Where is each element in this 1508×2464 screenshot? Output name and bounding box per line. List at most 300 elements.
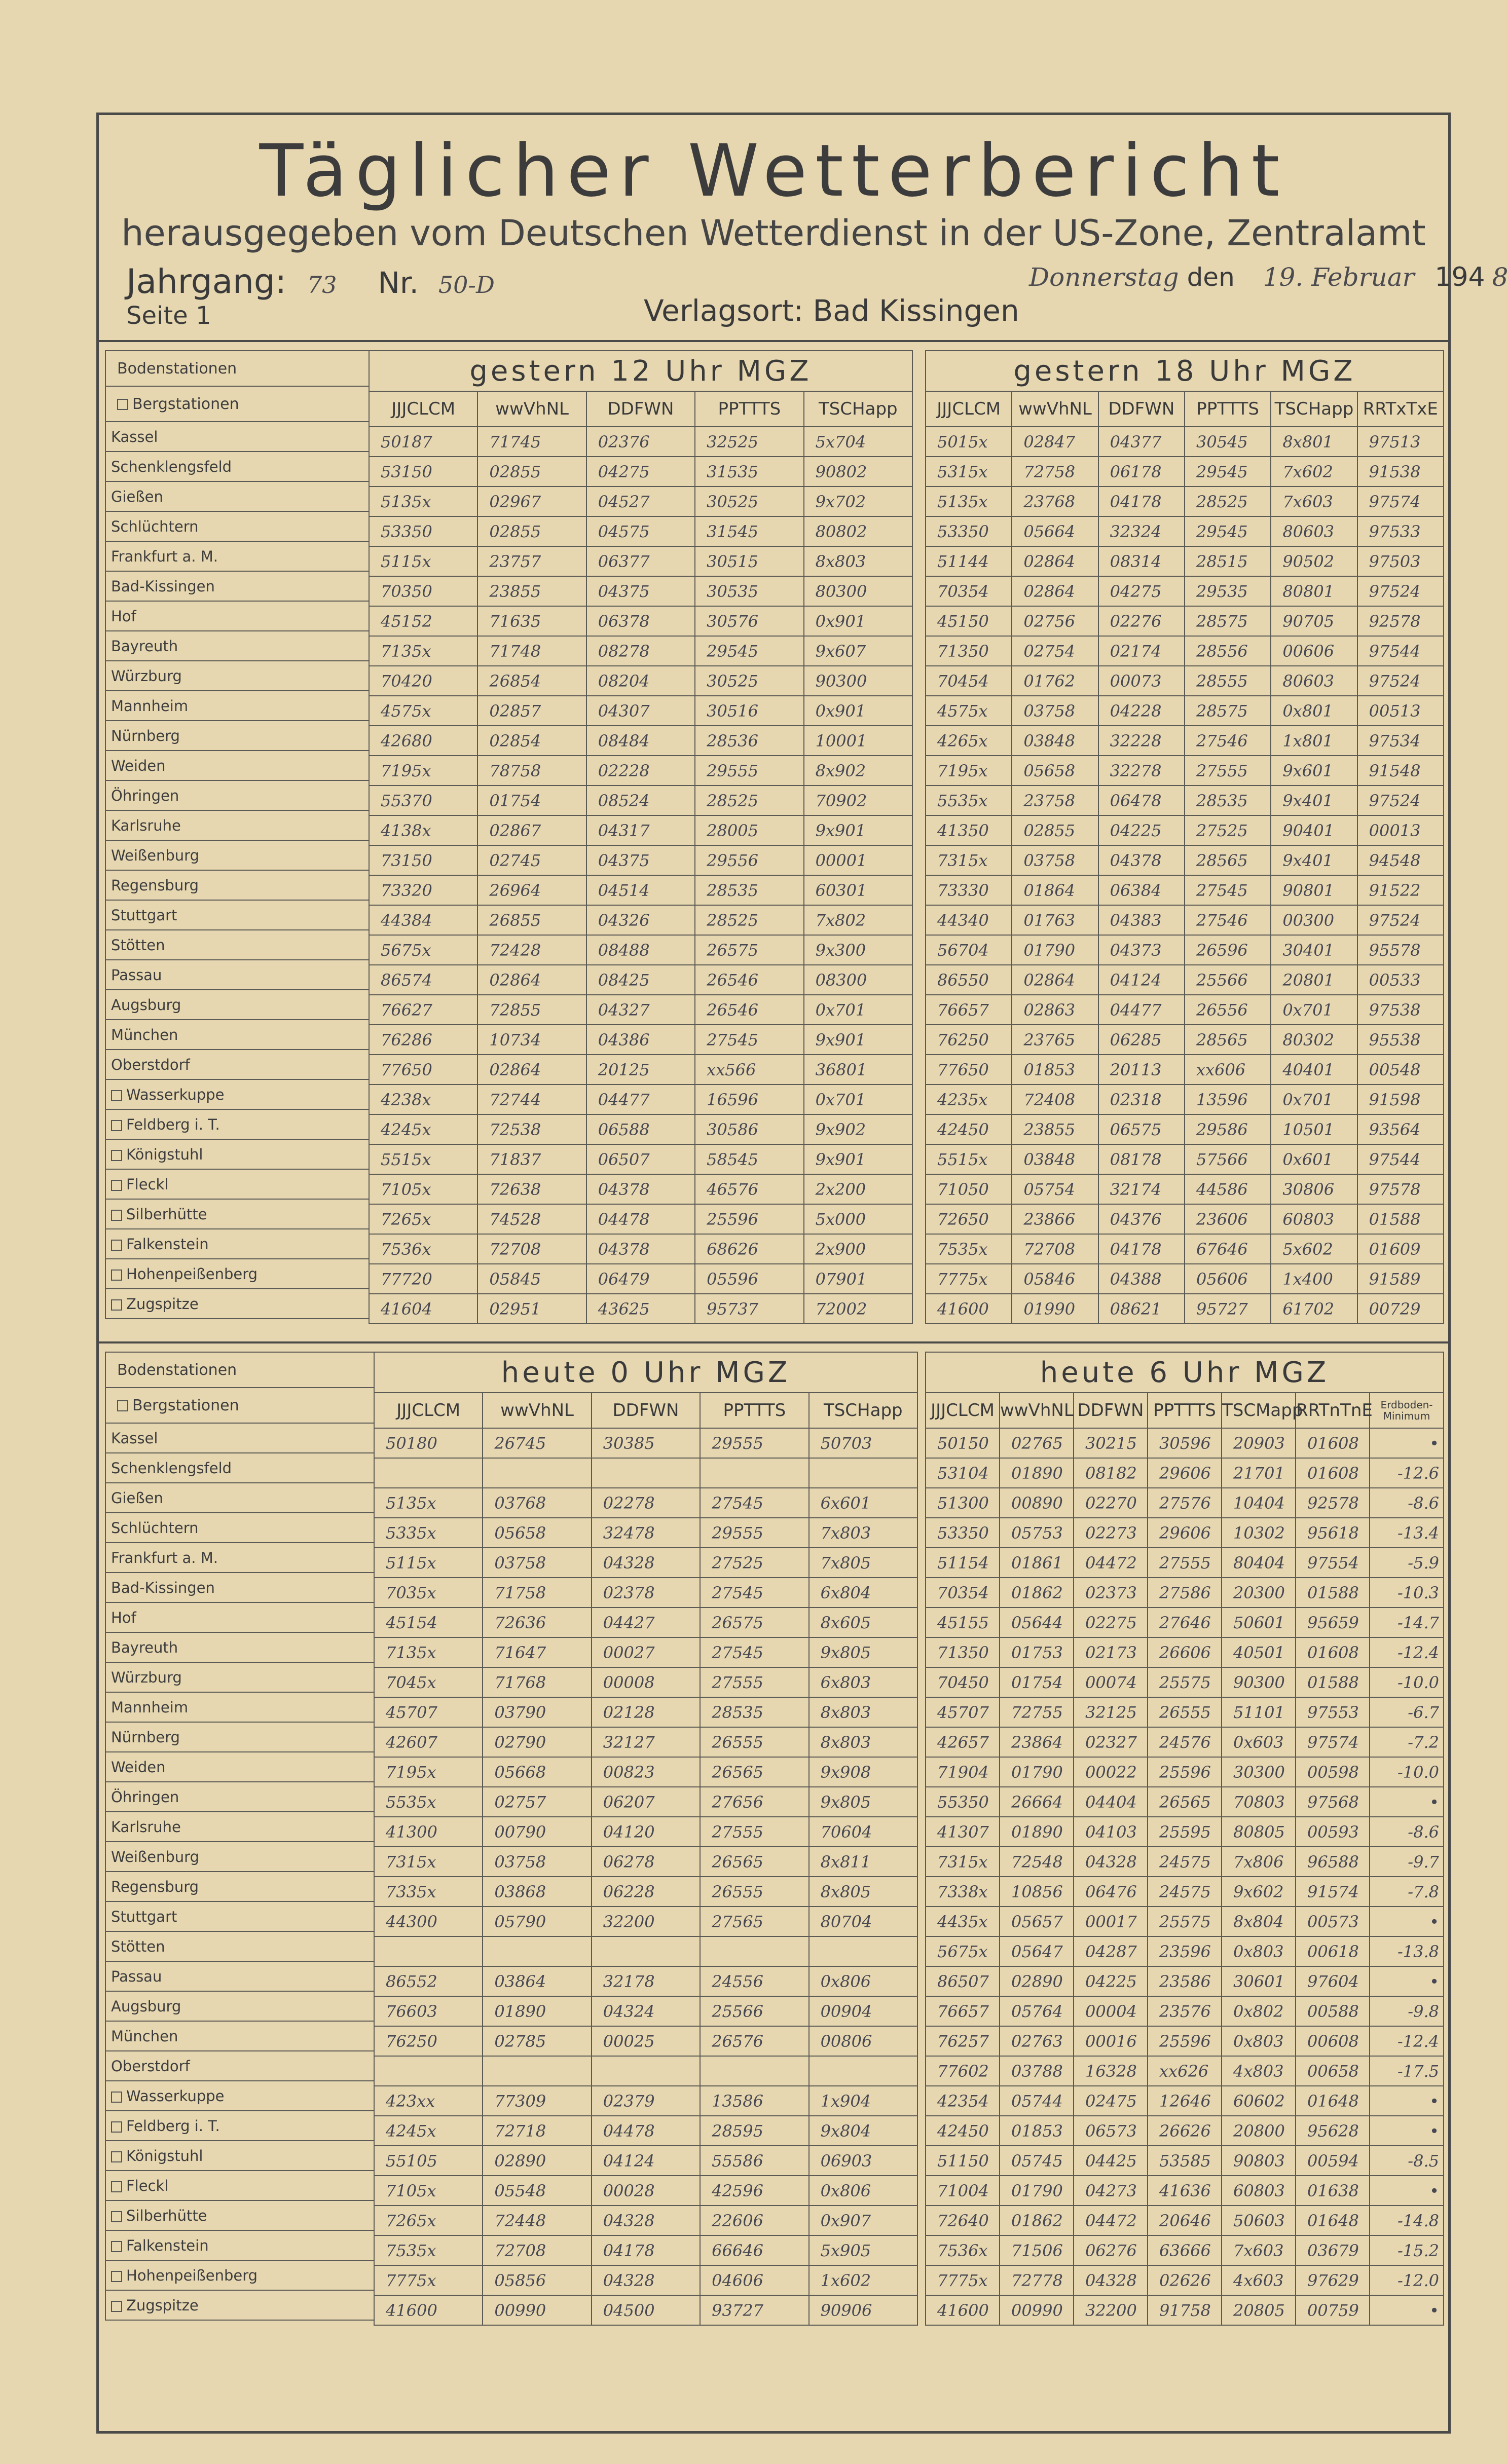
mountain-station-marker-icon: [111, 2301, 122, 2312]
data-cell: 27565: [700, 1907, 808, 1936]
data-cell: 7x602: [1271, 457, 1357, 487]
data-cell: 02275: [1074, 1608, 1148, 1637]
data-cell: 03848: [1012, 726, 1098, 756]
data-cell: 72778: [1000, 2265, 1074, 2295]
data-cell: 0x603: [1222, 1727, 1296, 1757]
data-cell: 70902: [804, 786, 912, 815]
data-cell: 06479: [586, 1264, 695, 1294]
data-cell: xx626: [1148, 2056, 1222, 2086]
data-cell: 9x607: [804, 636, 912, 666]
table-row: [926, 1085, 1444, 1114]
data-cell: 27545: [1185, 875, 1271, 905]
table-row: [369, 786, 912, 815]
date-value: 19. Februar: [1263, 263, 1415, 292]
data-cell: 41350: [926, 815, 1012, 845]
data-cell: 23758: [1012, 786, 1098, 815]
data-cell: 29545: [1185, 516, 1271, 546]
station-name-label: Feldberg i. T.: [126, 1115, 220, 1133]
data-cell: 72408: [1012, 1085, 1098, 1114]
data-cell: 95538: [1357, 1025, 1444, 1055]
data-cell: [374, 2056, 483, 2086]
legend-bodenstationen: Bodenstationen: [105, 1352, 374, 1388]
data-cell: 7x603: [1222, 2235, 1296, 2265]
report-subtitle: herausgegeben vom Deutschen Wetterdienst in der US-Zone, Zentralamt: [121, 212, 1426, 254]
data-cell: 71506: [1000, 2235, 1074, 2265]
data-cell: 02276: [1098, 606, 1185, 636]
data-cell: 27525: [700, 1548, 808, 1578]
data-cell: 423xx: [374, 2086, 483, 2116]
data-cell: 08178: [1098, 1144, 1185, 1174]
table-row: [926, 845, 1444, 875]
data-cell: 00028: [592, 2176, 700, 2206]
data-cell: 30385: [592, 1428, 700, 1458]
data-cell: 71004: [926, 2176, 1000, 2206]
station-name-label: Stuttgart: [111, 906, 177, 924]
data-cell: 72708: [483, 2235, 591, 2265]
station-row: [105, 422, 369, 452]
station-row: [105, 780, 369, 810]
data-cell: -7.2: [1370, 1727, 1444, 1757]
data-cell: 44300: [374, 1907, 483, 1936]
station-name-label: Regensburg: [111, 1878, 199, 1895]
data-cell: 9x804: [809, 2116, 917, 2146]
data-cell: -14.8: [1370, 2206, 1444, 2235]
station-name-label: Fleckl: [126, 2177, 169, 2194]
data-cell: 00300: [1271, 905, 1357, 935]
data-cell: 29606: [1148, 1518, 1222, 1548]
station-row: [105, 751, 369, 780]
data-cell: 00074: [1074, 1667, 1148, 1697]
data-cell: 72636: [483, 1608, 591, 1637]
data-cell: 04478: [586, 1204, 695, 1234]
data-cell: 63666: [1148, 2235, 1222, 2265]
data-cell: 27555: [700, 1817, 808, 1847]
data-cell: 26576: [700, 2026, 808, 2056]
table-row: [926, 786, 1444, 815]
data-cell: 0x901: [804, 606, 912, 636]
data-cell: 71758: [483, 1578, 591, 1608]
data-cell: 24556: [700, 1966, 808, 1996]
station-row: [105, 1513, 374, 1543]
data-cell: [809, 1936, 917, 1966]
data-cell: 90300: [1222, 1667, 1296, 1697]
data-cell: 27525: [1185, 815, 1271, 845]
station-name-label: Bayreuth: [111, 1638, 178, 1656]
data-cell: 00588: [1296, 1996, 1370, 2026]
data-cell: 97554: [1296, 1548, 1370, 1578]
data-cell: 01608: [1296, 1458, 1370, 1488]
station-row: [105, 1782, 374, 1812]
table-row: [369, 1085, 912, 1114]
data-cell: 80603: [1271, 666, 1357, 696]
station-name-label: Falkenstein: [126, 1235, 209, 1253]
data-cell: 25575: [1148, 1907, 1222, 1936]
data-cell: -13.8: [1370, 1936, 1444, 1966]
station-name: [105, 930, 369, 960]
data-cell: 00658: [1296, 2056, 1370, 2086]
data-cell: 91758: [1148, 2295, 1222, 2325]
station-name-label: Passau: [111, 1967, 162, 1985]
data-cell: 05658: [483, 1518, 591, 1548]
data-cell: 04383: [1098, 905, 1185, 935]
data-cell: 02967: [477, 487, 586, 516]
table-row: [926, 756, 1444, 786]
station-row: [105, 721, 369, 751]
data-cell: 8x803: [804, 546, 912, 576]
station-name: [105, 1513, 374, 1543]
station-name: [105, 990, 369, 1020]
data-cell: 71745: [477, 427, 586, 457]
station-name: [105, 1931, 374, 1961]
station-name-label: Würzburg: [111, 1668, 182, 1686]
data-cell: 50150: [926, 1428, 1000, 1458]
data-cell: 00548: [1357, 1055, 1444, 1085]
data-cell: -8.6: [1370, 1817, 1444, 1847]
data-cell: 97578: [1357, 1174, 1444, 1204]
data-cell: •: [1370, 1787, 1444, 1817]
data-cell: 26555: [700, 1877, 808, 1907]
station-name: [105, 2290, 374, 2320]
data-cell: 02864: [477, 965, 586, 995]
data-cell: 90705: [1271, 606, 1357, 636]
station-name-label: Mannheim: [111, 1698, 189, 1716]
station-name: [105, 422, 369, 452]
station-name: [105, 1662, 374, 1692]
data-cell: 02757: [483, 1787, 591, 1817]
data-cell: 0x806: [809, 1966, 917, 1996]
column-header: JJJCLCM: [369, 391, 477, 427]
station-name: [105, 810, 369, 840]
station-name-label: Bad-Kissingen: [111, 577, 215, 595]
data-cell: 9x908: [809, 1757, 917, 1787]
data-cell: 30576: [695, 606, 803, 636]
table-row: [374, 1548, 917, 1578]
data-cell: 4138x: [369, 815, 477, 845]
data-cell: 23757: [477, 546, 586, 576]
data-cell: 04124: [1098, 965, 1185, 995]
data-cell: 00593: [1296, 1817, 1370, 1847]
data-cell: -10.0: [1370, 1757, 1444, 1787]
mountain-station-marker-icon: [117, 1400, 128, 1411]
data-cell: 51154: [926, 1548, 1000, 1578]
station-name: [105, 1259, 369, 1289]
data-cell: 4265x: [926, 726, 1012, 756]
table-row: [926, 2116, 1444, 2146]
station-name: [105, 571, 369, 601]
data-cell: 50601: [1222, 1608, 1296, 1637]
data-cell: 9x805: [809, 1637, 917, 1667]
data-cell: 08488: [586, 935, 695, 965]
table-row: [926, 1204, 1444, 1234]
data-cell: 02378: [592, 1578, 700, 1608]
table-row: [926, 1637, 1444, 1667]
data-cell: 4235x: [926, 1085, 1012, 1114]
table-row: [369, 815, 912, 845]
data-cell: 80801: [1271, 576, 1357, 606]
data-cell: 7536x: [369, 1234, 477, 1264]
data-cell: 05764: [1000, 1996, 1074, 2026]
data-cell: 01754: [1000, 1667, 1074, 1697]
data-cell: 73150: [369, 845, 477, 875]
station-name-label: Weiden: [111, 1758, 166, 1776]
station-name: [105, 1901, 374, 1931]
data-cell: 7035x: [374, 1578, 483, 1608]
column-header: TSCHapp: [804, 391, 912, 427]
station-name: [105, 1842, 374, 1872]
data-cell: 02273: [1074, 1518, 1148, 1548]
table-row: [369, 666, 912, 696]
data-cell: 53350: [926, 516, 1012, 546]
station-name-label: Nürnberg: [111, 1728, 180, 1746]
data-cell: 28525: [1185, 487, 1271, 516]
data-cell: 70604: [809, 1817, 917, 1847]
mountain-station-marker-icon: [111, 2151, 122, 2162]
station-name: [105, 1289, 369, 1319]
data-cell: 0x701: [804, 995, 912, 1025]
data-cell: 02278: [592, 1488, 700, 1518]
station-row: [105, 2171, 374, 2200]
table-row: [926, 1787, 1444, 1817]
data-cell: 00004: [1074, 1996, 1148, 2026]
data-cell: 04477: [1098, 995, 1185, 1025]
data-cell: 24575: [1148, 1847, 1222, 1877]
mountain-station-marker-icon: [111, 1299, 122, 1311]
data-cell: 03758: [1012, 845, 1098, 875]
publication-place: Verlagsort: Bad Kissingen: [644, 293, 1019, 328]
data-cell: 26575: [700, 1608, 808, 1637]
data-cell: •: [1370, 1966, 1444, 1996]
station-row: [105, 1842, 374, 1872]
data-cell: 00013: [1357, 815, 1444, 845]
table-row: [374, 1996, 917, 2026]
station-row: [105, 2111, 374, 2141]
data-cell: 08484: [586, 726, 695, 756]
data-cell: 46576: [695, 1174, 803, 1204]
data-cell: 76657: [926, 995, 1012, 1025]
data-cell: 4575x: [926, 696, 1012, 726]
data-cell: 8x803: [809, 1697, 917, 1727]
table-row: [369, 546, 912, 576]
data-cell: 7536x: [926, 2235, 1000, 2265]
data-cell: 80302: [1271, 1025, 1357, 1055]
data-cell: 30601: [1222, 1966, 1296, 1996]
table-row: [374, 1428, 917, 1458]
data-cell: 01608: [1296, 1428, 1370, 1458]
data-cell: 95618: [1296, 1518, 1370, 1548]
table-row: [926, 1174, 1444, 1204]
data-cell: 02754: [1012, 636, 1098, 666]
data-cell: 24576: [1148, 1727, 1222, 1757]
data-cell: 41636: [1148, 2176, 1222, 2206]
data-cell: 04307: [586, 696, 695, 726]
station-row: [105, 1289, 369, 1319]
data-cell: 25566: [1185, 965, 1271, 995]
data-cell: 02745: [477, 845, 586, 875]
table-row: [369, 965, 912, 995]
data-cell: 02318: [1098, 1085, 1185, 1114]
station-name: [105, 511, 369, 541]
data-cell: 93727: [700, 2295, 808, 2325]
data-cell: 02626: [1148, 2265, 1222, 2295]
data-cell: 72758: [1012, 457, 1098, 487]
data-cell: 03788: [1000, 2056, 1074, 2086]
data-cell: 7195x: [374, 1757, 483, 1787]
station-name-label: Stuttgart: [111, 1908, 177, 1925]
station-row: [105, 1169, 369, 1199]
data-cell: 01853: [1000, 2116, 1074, 2146]
station-name-label: Silberhütte: [126, 1205, 207, 1223]
data-cell: 70354: [926, 576, 1012, 606]
table-row: [374, 1637, 917, 1667]
den-label: den: [1187, 263, 1235, 292]
table-row: [926, 427, 1444, 457]
data-cell: 26606: [1148, 1637, 1222, 1667]
table-row: [926, 2235, 1444, 2265]
station-name: [105, 960, 369, 990]
data-cell: -10.3: [1370, 1578, 1444, 1608]
data-cell: 30545: [1185, 427, 1271, 457]
data-cell: 02376: [586, 427, 695, 457]
data-cell: 00606: [1271, 636, 1357, 666]
station-name: [105, 2051, 374, 2081]
table-row: [926, 1817, 1444, 1847]
data-cell: 03864: [483, 1966, 591, 1996]
data-cell: 27546: [1185, 905, 1271, 935]
data-cell: 71837: [477, 1144, 586, 1174]
table-row: [374, 1966, 917, 1996]
data-cell: 01862: [1000, 1578, 1074, 1608]
station-row: [105, 1812, 374, 1842]
data-cell: 05668: [483, 1757, 591, 1787]
table-row: [926, 1488, 1444, 1518]
data-cell: 30525: [695, 487, 803, 516]
station-name-label: Frankfurt a. M.: [111, 1549, 218, 1566]
data-cell: 25595: [1148, 1817, 1222, 1847]
data-cell: 01588: [1296, 1578, 1370, 1608]
station-name-label: Augsburg: [111, 1997, 181, 2015]
data-cell: 00729: [1357, 1294, 1444, 1324]
table-row: [926, 2146, 1444, 2176]
data-cell: 93564: [1357, 1114, 1444, 1144]
data-cell: 44340: [926, 905, 1012, 935]
mountain-station-marker-icon: [111, 1150, 122, 1161]
table-row: [926, 726, 1444, 756]
data-cell: 01861: [1000, 1548, 1074, 1578]
data-cell: 02128: [592, 1697, 700, 1727]
data-cell: 26556: [1185, 995, 1271, 1025]
data-cell: 04287: [1074, 1936, 1148, 1966]
station-row: [105, 1573, 374, 1602]
data-cell: 32324: [1098, 516, 1185, 546]
data-cell: 72548: [1000, 1847, 1074, 1877]
station-row: [105, 1020, 369, 1050]
data-cell: 20801: [1271, 965, 1357, 995]
mountain-station-marker-icon: [111, 2181, 122, 2192]
data-cell: 72638: [477, 1174, 586, 1204]
data-cell: 29545: [695, 636, 803, 666]
data-cell: 03768: [483, 1488, 591, 1518]
data-cell: 55350: [926, 1787, 1000, 1817]
data-cell: 28555: [1185, 666, 1271, 696]
station-names-top: [105, 350, 370, 1319]
data-cell: 70450: [926, 1667, 1000, 1697]
column-header: DDFWN: [1098, 391, 1185, 427]
data-cell: 32178: [592, 1966, 700, 1996]
data-cell: 00594: [1296, 2146, 1370, 2176]
data-cell: 44586: [1185, 1174, 1271, 1204]
table-row: [926, 875, 1444, 905]
table-row: [926, 1294, 1444, 1324]
data-cell: 5535x: [926, 786, 1012, 815]
table-row: [369, 516, 912, 546]
data-cell: 01990: [1012, 1294, 1098, 1324]
data-cell: 02756: [1012, 606, 1098, 636]
data-cell: 5515x: [369, 1144, 477, 1174]
data-cell: 5x000: [804, 1204, 912, 1234]
data-cell: 7335x: [374, 1877, 483, 1907]
station-name: [105, 1109, 369, 1139]
data-cell: 26626: [1148, 2116, 1222, 2146]
station-row: [105, 1453, 374, 1483]
table-row: [374, 1697, 917, 1727]
data-cell: [483, 1458, 591, 1488]
station-row: [105, 2230, 374, 2260]
station-row: [105, 960, 369, 990]
station-row: [105, 601, 369, 631]
data-cell: 42354: [926, 2086, 1000, 2116]
data-cell: 04373: [1098, 935, 1185, 965]
data-cell: 86574: [369, 965, 477, 995]
table-row: [926, 995, 1444, 1025]
station-name: [105, 1199, 369, 1229]
table-row: [374, 1757, 917, 1787]
data-cell: 9x601: [1271, 756, 1357, 786]
data-cell: 32200: [1074, 2295, 1148, 2325]
data-cell: 71350: [926, 1637, 1000, 1667]
station-name-label: Bayreuth: [111, 637, 178, 655]
column-header: PPTTTS: [1148, 1393, 1222, 1428]
station-name: [105, 661, 369, 691]
station-name-label: Hohenpeißenberg: [126, 2266, 258, 2284]
data-cell: 97524: [1357, 786, 1444, 815]
data-cell: 20113: [1098, 1055, 1185, 1085]
table-row: [926, 1548, 1444, 1578]
data-cell: 73330: [926, 875, 1012, 905]
data-cell: 30515: [695, 546, 803, 576]
station-name: [105, 1812, 374, 1842]
data-cell: -17.5: [1370, 2056, 1444, 2086]
data-cell: 26596: [1185, 935, 1271, 965]
data-cell: 7x805: [809, 1548, 917, 1578]
station-row: [105, 1662, 374, 1692]
data-cell: 01890: [483, 1996, 591, 2026]
data-cell: 00904: [809, 1996, 917, 2026]
data-cell: 29535: [1185, 576, 1271, 606]
data-cell: 05606: [1185, 1264, 1271, 1294]
data-cell: 5675x: [926, 1936, 1000, 1966]
data-cell: 76603: [374, 1996, 483, 2026]
data-cell: 9x702: [804, 487, 912, 516]
station-name: [105, 691, 369, 721]
station-name: [105, 452, 369, 481]
data-cell: 05753: [1000, 1518, 1074, 1548]
data-cell: 04328: [592, 2265, 700, 2295]
column-header: DDFWN: [586, 391, 695, 427]
station-name-label: Feldberg i. T.: [126, 2117, 220, 2135]
data-cell: 05856: [483, 2265, 591, 2295]
data-cell: 06228: [592, 1877, 700, 1907]
data-cell: 97538: [1357, 995, 1444, 1025]
